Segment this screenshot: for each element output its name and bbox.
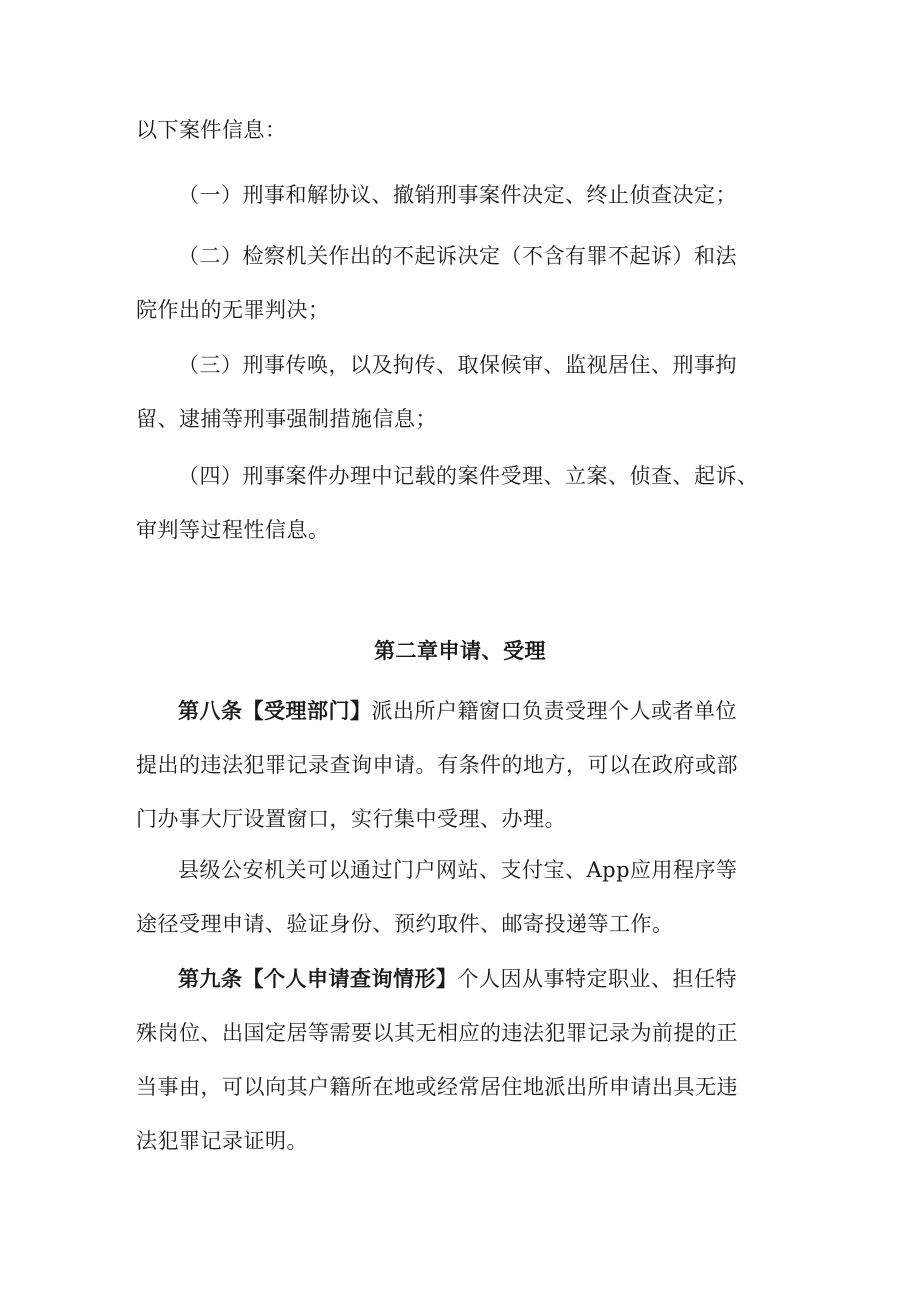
list-item-4 (136, 449, 791, 557)
list-item-4-line-2: 审判等过程性信息。 (136, 518, 330, 542)
article-8-term: 第八条【受理部门】 (178, 699, 372, 723)
list-item-4-line-1: （四）刑事案件办理中记载的案件受理、立案、侦查、起诉、 (178, 464, 759, 488)
article-8-line-3: 门办事大厅设置窗口，实行集中受理、办理。 (136, 807, 566, 831)
article-9-paragraph (136, 952, 791, 1168)
article-8-p2-line-2: 途径受理申请、验证身份、预约取件、邮寄投递等工作。 (136, 912, 674, 936)
article-8-line-1 (136, 684, 791, 738)
article-9-term: 第九条【个人申请查询情形】 (178, 967, 458, 991)
intro-line: 以下案件信息： (136, 118, 287, 142)
article-9-line-3: 当事由，可以向其户籍所在地或经常居住地派出所申请出具无违 (136, 1075, 738, 1099)
article-9-line-2: 殊岗位、出国定居等需要以其无相应的违法犯罪记录为前提的正 (136, 1021, 738, 1045)
article-8-paragraph-2 (136, 843, 791, 951)
list-item-2-line-1: （二）检察机关作出的不起诉决定（不含有罪不起诉）和法 (178, 244, 737, 268)
list-item-2 (136, 229, 791, 337)
article-8-line-1-text: 派出所户籍窗口负责受理个人或者单位 (371, 699, 737, 723)
article-8-line-2: 提出的违法犯罪记录查询申请。有条件的地方，可以在政府或部 (136, 753, 738, 777)
list-item-2-line-2: 院作出的无罪判决； (136, 298, 330, 322)
article-8-p2-line-1: 县级公安机关可以通过门户网站、支付宝、App应用程序等 (178, 858, 738, 882)
list-item-1-line-1: （一）刑事和解协议、撤销刑事案件决定、终止侦查决定； (178, 183, 737, 207)
list-item-3-line-2: 留、逮捕等刑事强制措施信息； (136, 407, 437, 431)
list-item-3-line-1: （三）刑事传唤，以及拘传、取保候审、监视居住、刑事拘 (178, 353, 737, 377)
chapter-heading: 第二章申请、受理 (374, 639, 546, 663)
list-item-1 (136, 168, 791, 222)
list-item-3 (136, 338, 791, 446)
article-9-line-1 (136, 952, 791, 1006)
article-9-line-4: 法犯罪记录证明。 (136, 1129, 308, 1153)
article-8-paragraph (136, 684, 791, 846)
article-9-line-1-text: 个人因从事特定职业、担任特 (457, 967, 737, 991)
intro-paragraph (136, 103, 791, 157)
